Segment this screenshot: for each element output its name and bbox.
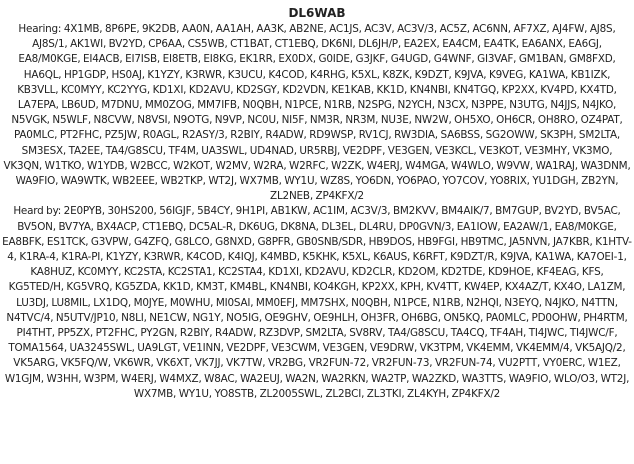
station-callsign-title: DL6WAB (288, 6, 346, 20)
heard-by-section (2, 204, 632, 402)
hearing-callsign-list: 4X1MB, 8P6PE, 9K2DB, AA0N, AA1AH, AA3K, AB2NE, AC1JS, AC3V, AC3V/3, AC5Z, AC6NN, AF7XZ, AJ4FW, AJ8S, AJ8S/1, AK1WI, BV2YD, CP6AA, CS5WB, CT1BAT, CT1EBQ, DK6NI, DL6JH/P, EA2EX, EA4CM, EA4TK, EA6ANX, EA6GJ, EA8/M0KGE, EI4ACB, EI7ISB, EI8ETB, EI8KG, EK1RR, EX0DX, G0IDE, G3JKF, G4UGD, G4WNF, GI3VAF, GM1BAN, GM8FXD, HA6QL, HP1GDP, HS0AJ, K1YZY, K3RWR, K3UCU, K4COD, K4RHG, K5XL, K8ZK, K9DZT, K9JVA, K9VEG, KA1WA, KB1IZK, KB3VLL, KC0MYY, KC2YYG, KD1XI, KD2AVU, KD2SGY, KD2VDN, KE1KAB, KK1D, KN4NBI, KN4TGQ, KP2XX, KV4PD, KX4TD, LA7EPA, LB6UD, M7DNU, MM0ZOG, MM7IFB, N0QBH, N1PCE, N1RB, N2SPG, N2YCH, N3CX, N3PPE, N3UTG, N4JJS, N4JKO, N5VGK, N5WLF, N8CVW, N8VSI, N9OTG, N9VP, NC0U, NI5F, NM3R, NR3M, NU3E, NW2W, OH5XO, OH6CR, OH8RO, OZ4PAT, PA0MLC, PT2FHC, PZ5JW, R0AGL, R2ASY/3, R2BIY, R4ADW, RD9WSP, RV1CJ, RW3DIA, SA6BSS, SG2OWW, SK3PH, SM2LTA, SM3ESX, TA2EE, TA4/G8SCU, TF4M, UA3SWL, UD4NAD, UR5RBJ, VE2DPF, VE3GEN, VE3KCL, VE3KOT, VE3MHY, VK3MO, VK3QN, W1TKO, W1YDB, W2BCC, W2KOT, W2MV, W2RA, W2RFC, W2ZK, W4ERJ, W4MGA, W4WLO, W9VW, WA1RAJ, WA3DNM, WA9FIO, WA9WTK, WB2EEE, WB2TKP, WT2J, WX7MB, WY1U, WZ8S, YO6DN, YO6PAO, YO7COV, YO8RIX, YU1DGH, ZB2YN, ZL2NEB, ZP4KFX/2 (3, 23, 631, 203)
heard-by-label: Heard by: (13, 205, 62, 218)
heard-by-callsign-list: 2E0PYB, 30HS200, 56IGJF, 5B4CY, 9H1PI, AB1KW, AC1IM, AC3V/3, BM2KVV, BM4AIK/7, BM7GUP, BV2YD, BV5AC, BV5ON, BV7YA, BX4ACP, CT1EBQ, DC5AL-R, DK6UG, DK8NA, DL3EL, DL4RU, DP0GVN/3, EA1IOW, EA2AW/1, EA8/M0KGE, EA8BFK, ES1TCK, G3VPW, G4ZFQ, G8LCO, G8NXD, G8PFR, GB0SNB/SDR, HB9DOS, HB9FGI, HB9TMC, JA5NVN, JA7KBR, K1HTV-4, K1RA-4, K1RA-PI, K1YZY, K3RWR, K4COD, K4IQJ, K4MBD, K5KHK, K5XL, K6AUS, K6RFT, K9DZT/R, K9JVA, KA1WA, KA7OEI-1, KA8HUZ, KC0MYY, KC2STA, KC2STA1, KC2STA4, KD1XI, KD2AVU, KD2CLR, KD2OM, KD2TDE, KD9HOE, KF4EAG, KFS, KG5TED/H, KG5VRQ, KG5ZDA, KK1D, KM3T, KM4BL, KN4NBI, KO4KGH, KP2XX, KPH, KV4TT, KW4EP, KX4AZ/T, KX4O, LA1ZM, LU3DJ, LU8MIL, LX1DQ, M0JYE, M0WHU, MI0SAI, MM0EFJ, MM7SHX, N0QBH, N1PCE, N1RB, N2HQI, N3EYQ, N4JKO, N4TTN, N4TVC/4, N5UTV/JP10, N8LI, NE1CW, NG1Y, NO5IG, OE9GHV, OE9HLH, OH3FR, OH6BG, ON5KQ, PA0MLC, PD0OHW, PH4RTM, PI4THT, PP5ZX, PT2FHC, PY2GN, R2BIY, R4ADW, RZ3DVP, SM2LTA, SV8RV, TA4/G8SCU, TA4CQ, TF4AH, TI4JWC, TI4JWC/F, TOMA1564, UA3245SWL, UA9LGT, VE1INN, VE2DPF, VE3CWM, VE3GEN, VE9DRW, VK3TPM, VK4EMM, VK4EMM/4, VK5AJQ/2, VK5ARG, VK5FQ/W, VK6WR, VK6XT, VK7JJ, VK7TW, VR2BG, VR2FUN-72, VR2FUN-73, VR2FUN-74, VU2PTT, VY0ERC, W1EZ, W1GJM, W3HH, W3PM, W4ERJ, W4MXZ, W8AC, WA2EUJ, WA2N, WA2RKN, WA2TP, WA2ZKD, WA3TTS, WA9FIO, WLO/O3, WT2J, WX7MB, WY1U, YO8STB, ZL2005SWL, ZL2BCI, ZL3TKI, ZL4KYH, ZP4KFX/2 (2, 205, 632, 400)
hearing-label: Hearing: (18, 23, 62, 35)
hearing-section (2, 22, 632, 204)
